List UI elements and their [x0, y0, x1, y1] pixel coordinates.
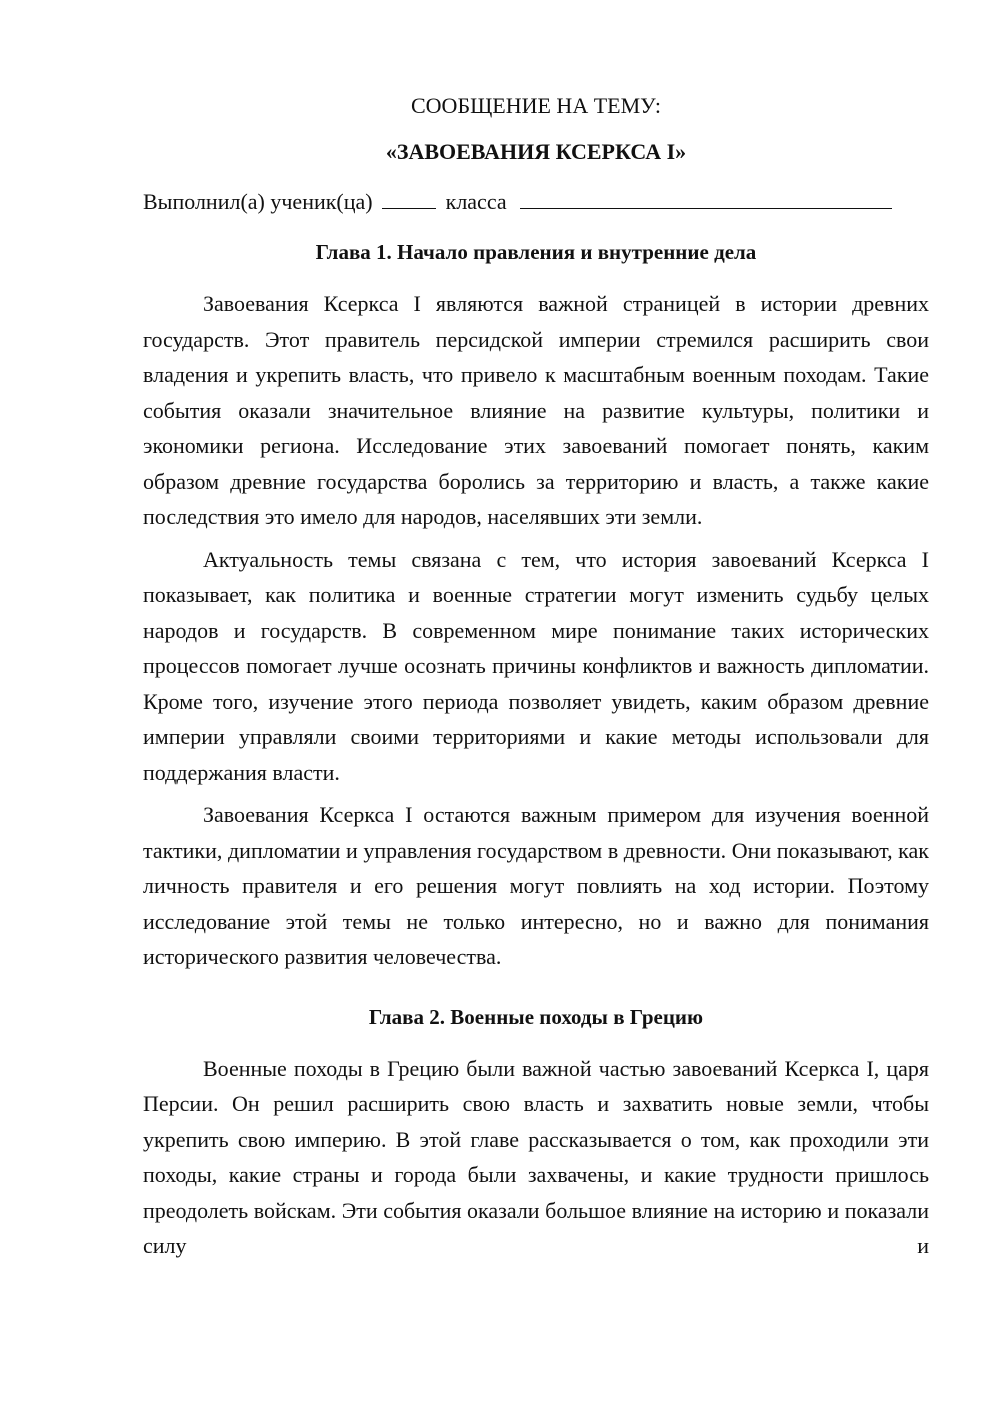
author-prefix: Выполнил(а) ученик(ца) [143, 189, 373, 214]
student-name-blank [520, 186, 892, 209]
author-line [143, 186, 929, 218]
document-title-line2: «ЗАВОЕВАНИЯ КСЕРКСА I» [385, 139, 687, 164]
chapter-1-paragraph-1: Завоевания Ксеркса I являются важной страницей в истории древних государств. Этот правитель персидской империи стремился расширить свои владения и укрепить власть, что привело к масштабным военным походам. Такие события оказали значительное влияние на развитие культуры, политики и экономики региона. Исследование этих завоеваний помогает понять, каким образом древние государства боролись за территорию и власть, а также какие последствия это имело для народов, населявших эти земли. [143, 291, 929, 529]
chapter-1-paragraph-2: Актуальность темы связана с тем, что история завоеваний Ксеркса I показывает, как политика и военные стратегии могут изменить судьбу целых народов и государств. В современном мире понимание таких исторических процессов помогает лучше осознать причины конфликтов и важность дипломатии. Кроме того, изучение этого периода позволяет увидеть, каким образом древние империи управляли своими территориями и какие методы использовали для поддержания власти. [143, 546, 929, 785]
chapter-2-heading: Глава 2. Военные походы в Грецию [368, 1004, 704, 1029]
document-content [143, 90, 929, 1271]
author-class-label: класса [445, 189, 507, 214]
document-title-line1: СООБЩЕНИЕ НА ТЕМУ: [411, 93, 661, 118]
class-number-blank [382, 186, 436, 209]
chapter-1-paragraph-3: Завоевания Ксеркса I остаются важным примером для изучения военной тактики, дипломатии и управления государством в древности. Они показывают, как личность правителя и его решения могут повлиять на ход истории. Поэтому исследование этой темы не только интересно, но и важно для понимания исторического развития человечества. [143, 802, 929, 969]
chapter-1-heading: Глава 1. Начало правления и внутренние дела [315, 240, 757, 264]
chapter-2-paragraph-1: Военные походы в Грецию были важной частью завоеваний Ксеркса I, царя Персии. Он решил расширить свою власть и захватить новые земли, чтобы укрепить свою империю. В этой главе рассказывается о том, как проходили эти походы, какие страны и города были захвачены, и какие трудности пришлось преодолеть войскам. Эти события оказали большое влияние на историю и показали силу и [143, 1055, 929, 1258]
